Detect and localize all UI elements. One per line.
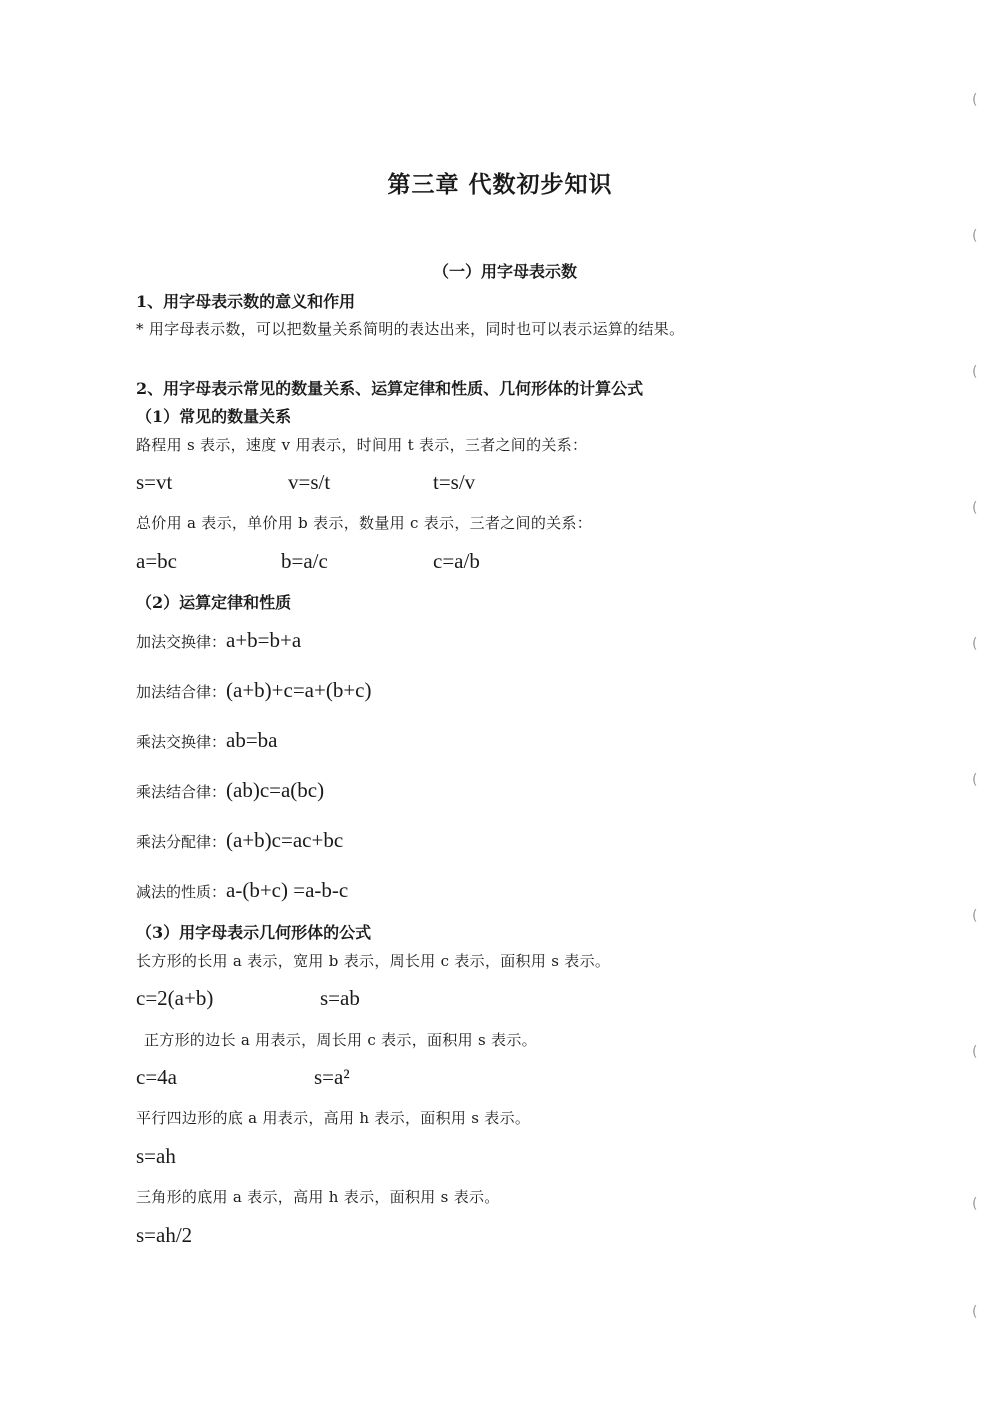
law-label: 加法交换律： <box>136 633 227 651</box>
paragraph-speed: 路程用 s 表示，速度 v 用表示，时间用 t 表示，三者之间的关系： <box>136 436 588 454</box>
formula-rect-area: s=ab <box>320 986 360 1010</box>
formula-rect-perimeter: c=2(a+b) <box>136 986 214 1010</box>
law-formula: (a+b)c=ac+bc <box>226 828 344 852</box>
law-row <box>136 878 348 903</box>
law-formula: (ab)c=a(bc) <box>226 778 325 802</box>
law-row <box>136 678 372 703</box>
formula-parallelogram-area: s=ah <box>136 1144 176 1168</box>
law-label: 乘法结合律： <box>136 783 227 801</box>
page-title: 第三章 代数初步知识 <box>387 171 613 198</box>
binding-hole-mark: ( <box>972 228 978 244</box>
law-formula: ab=ba <box>226 728 278 752</box>
paragraph-1: * 用字母表示数，可以把数量关系简明的表达出来，同时也可以表示运算的结果。 <box>136 320 685 338</box>
formula-unit-price: b=a/c <box>281 549 328 573</box>
binding-hole-mark: ( <box>972 908 978 924</box>
paragraph-square: 正方形的边长 a 用表示，周长用 c 表示，面积用 s 表示。 <box>144 1031 537 1049</box>
formula-triangle-area: s=ah/2 <box>136 1223 193 1247</box>
subheading-1: （1）常见的数量关系 <box>136 407 292 426</box>
law-row <box>136 828 343 853</box>
section-title: （一）用字母表示数 <box>432 262 577 281</box>
paragraph-parallelogram: 平行四边形的底 a 用表示，高用 h 表示，面积用 s 表示。 <box>136 1109 531 1127</box>
binding-hole-mark: ( <box>972 364 978 380</box>
law-row <box>136 728 278 753</box>
formula-speed: v=s/t <box>288 470 331 494</box>
subheading-3: （3）用字母表示几何形体的公式 <box>136 923 372 942</box>
binding-hole-mark: ( <box>972 1044 978 1060</box>
law-formula: a-(b+c) =a-b-c <box>226 878 349 902</box>
formula-time: t=s/v <box>433 470 476 494</box>
subheading-2: （2）运算定律和性质 <box>136 593 292 612</box>
formula-total: a=bc <box>136 549 177 573</box>
formula-quantity: c=a/b <box>433 549 480 573</box>
law-formula: (a+b)+c=a+(b+c) <box>226 678 372 702</box>
binding-hole-mark: ( <box>972 92 978 108</box>
law-row <box>136 628 301 653</box>
binding-hole-mark: ( <box>972 1304 978 1320</box>
heading-2: 2、用字母表示常见的数量关系、运算定律和性质、几何形体的计算公式 <box>136 379 644 398</box>
paragraph-price: 总价用 a 表示，单价用 b 表示，数量用 c 表示，三者之间的关系： <box>136 514 593 532</box>
binding-hole-mark: ( <box>972 1196 978 1212</box>
binding-hole-mark: ( <box>972 772 978 788</box>
law-label: 乘法交换律： <box>136 733 227 751</box>
binding-hole-mark: ( <box>972 636 978 652</box>
formula-square-area: s=a² <box>314 1065 350 1089</box>
formula-square-perimeter: c=4a <box>136 1065 177 1089</box>
law-row <box>136 778 324 803</box>
formula-distance: s=vt <box>136 470 173 494</box>
paragraph-rectangle: 长方形的长用 a 表示，宽用 b 表示，周长用 c 表示，面积用 s 表示。 <box>136 952 611 970</box>
paragraph-triangle: 三角形的底用 a 表示，高用 h 表示，面积用 s 表示。 <box>136 1188 500 1206</box>
law-formula: a+b=b+a <box>226 628 302 652</box>
law-label: 乘法分配律： <box>136 833 227 851</box>
heading-1: 1、用字母表示数的意义和作用 <box>136 292 356 311</box>
law-label: 加法结合律： <box>136 683 227 701</box>
binding-hole-mark: ( <box>972 500 978 516</box>
law-label: 减法的性质： <box>136 883 227 901</box>
